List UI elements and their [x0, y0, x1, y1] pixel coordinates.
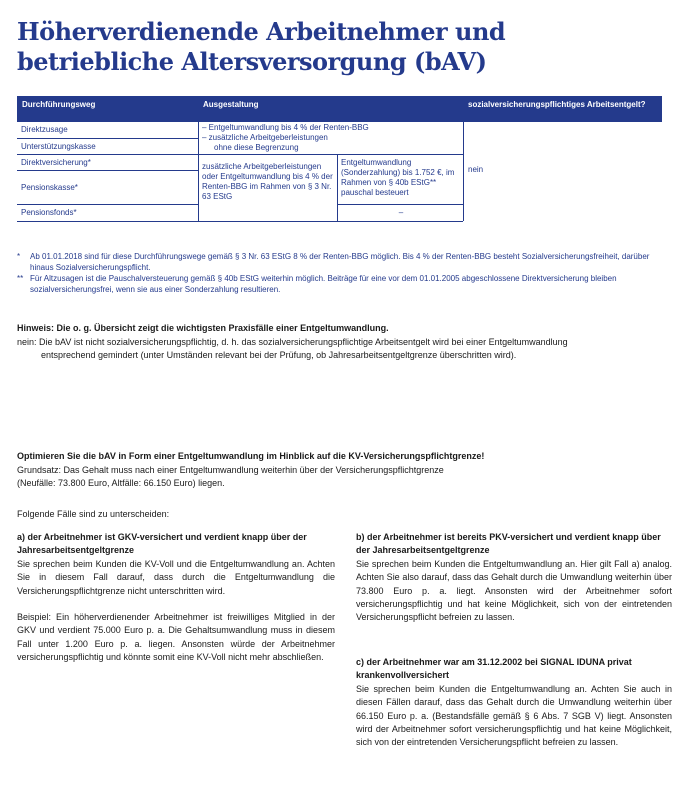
row-divider: [17, 138, 198, 139]
optimize-title: Optimieren Sie die bAV in Form einer Entgeltumwandlung im Hinblick auf die KV-Versicherungspflichtgrenze!: [17, 451, 485, 461]
footnote-mark: **: [17, 274, 24, 283]
group2-right-dash: –: [398, 208, 404, 217]
footnote-mark: *: [17, 252, 21, 261]
column-divider: [463, 122, 464, 221]
case-b: [356, 531, 672, 625]
hinweis-line-1: nein: Die bAV ist nicht sozialversicherungspflichtig, d. h. das sozialversicherungspflichtige Arbeitsentgelt wird bei einer Entgeltumwandlung: [17, 336, 568, 347]
case-c: [356, 656, 672, 750]
group2-right-text: Entgeltumwandlung (Sonderzahlung) bis 1.752 €, im Rahmen von § 40b EStG** pauschal besteuert: [341, 158, 455, 197]
answer-nein: nein: [468, 165, 484, 174]
overview-table: [17, 96, 662, 222]
case-a-example: Beispiel: Ein höherverdienender Arbeitnehmer ist freiwilliges Mitglied in der GKV und verdient 75.000 Euro p. a. Die Gehaltsumwandlung muss in diesem Fall unter 1.200 Euro p. a. liegen. Ansonsten würde der Arbeitnehmer versicherungspflichtig und könnte somit eine KV-Voll nicht mehr abschließen.: [17, 612, 335, 663]
page-title: [17, 17, 677, 77]
table-header-sv-arbeitsentgelt: sozialversicherungspflichtiges Arbeitsentgelt?: [463, 96, 662, 122]
case-a-text: Sie sprechen beim Kunden die KV-Voll und die Entgeltumwandlung an. Achten Sie in diesem Fall darauf, dass durch die Entgeltumwandlung die Versicherungspflichtgrenze nicht unterschritten wird.: [17, 558, 335, 596]
page-title-line-2: betriebliche Altersversorgung (bAV): [17, 47, 487, 76]
optimize-line-1: Grundsatz: Das Gehalt muss nach einer Entgeltumwandlung weiterhin über der Versicherungspflichtgrenze: [17, 464, 444, 475]
row-divider: [17, 170, 198, 171]
row-divider: [17, 204, 198, 205]
footnote-1: [17, 251, 662, 273]
footnote-text: Ab 01.01.2018 sind für diese Durchführungswege gemäß § 3 Nr. 63 EStG 8 % der Renten-BBG möglich. Bis 4 % der Renten-BBG besteht Sozialversicherungsfreiheit, darüber hinaus Sozialversicherungspflicht.: [30, 252, 650, 272]
table-row-unterstuetzungskasse: Unterstützungskasse: [21, 142, 96, 151]
case-b-heading: b) der Arbeitnehmer ist bereits PKV-versichert und verdient knapp über der Jahresarbeitsentgeltgrenze: [356, 532, 661, 556]
case-a: [17, 531, 335, 665]
table-header-ausgestaltung: Ausgestaltung: [198, 96, 463, 122]
case-c-text: Sie sprechen beim Kunden die Entgeltumwandlung an. Achten Sie auch in diesen Fällen darauf, dass das Gehalt durch die Umwandlung weiterhin über 66.150 Euro p. a. (Bestandsfälle gemäß § 6 Abs. 7 SGB V) liegt. Ansonsten wird der Arbeitnehmer sofort versicherungspflichtig und hat keine Möglichkeit, sich von der eintretenden Versicherungspflicht befreien zu lassen.: [356, 683, 672, 748]
case-c-heading: c) der Arbeitnehmer war am 31.12.2002 bei SIGNAL IDUNA privat krankenvollversichert: [356, 657, 632, 681]
table-row-direktzusage: Direktzusage: [21, 125, 68, 134]
footnote-text: Für Altzusagen ist die Pauschalversteuerung gemäß § 40b EStG weiterhin möglich. Beiträge für eine vor dem 01.01.2005 abgeschlossene Direktversicherung bleiben sozialversicherungsfrei, wenn sie aus einer Sonderzahlung resultieren.: [30, 274, 617, 294]
hinweis-title: Hinweis: Die o. g. Übersicht zeigt die wichtigsten Praxisfälle einer Entgeltumwandlung.: [17, 323, 389, 333]
page-title-line-1: Höherverdienende Arbeitnehmer und: [17, 17, 506, 46]
column-divider: [198, 122, 199, 221]
row-divider: [17, 221, 463, 222]
case-b-text: Sie sprechen beim Kunden die Entgeltumwandlung an. Hier gilt Fall a) analog. Achten Sie also darauf, dass das Gehalt durch die Umwandlung weiterhin über 73.800 Euro p. a. liegt. Ansonsten wird der Arbeitnehmer sofort versicherungspflichtig und hat keine Möglichkeit, sich von der eintretenden Versicherungspflicht befreien zu lassen.: [356, 558, 672, 623]
hinweis-section: [17, 322, 677, 363]
optimize-section: [17, 450, 677, 491]
group1-ausgestaltung: [202, 123, 460, 153]
row-divider: [17, 154, 463, 155]
table-row-direktversicherung: Direktversicherung*: [21, 158, 91, 167]
group2-left-text: zusätzliche Arbeitgeberleistungen oder Entgeltumwandlung bis 4 % der Renten-BBG im Rahmen von § 3 Nr. 63 EStG: [202, 162, 333, 201]
optimize-line-2: (Neufälle: 73.800 Euro, Altfälle: 66.150 Euro) liegen.: [17, 478, 225, 488]
table-row-pensionsfonds: Pensionsfonds*: [21, 208, 77, 217]
row-divider: [337, 204, 463, 205]
table-header-durchfuehrungsweg: Durchführungsweg: [17, 96, 198, 122]
footnote-2: [17, 273, 662, 295]
group1-line-1: – Entgeltumwandlung bis 4 % der Renten-BBG: [202, 123, 369, 132]
column-divider: [337, 154, 338, 221]
table-row-pensionskasse: Pensionskasse*: [21, 183, 78, 192]
case-a-heading: a) der Arbeitnehmer ist GKV-versichert und verdient knapp über der Jahresarbeitsentgeltgrenze: [17, 532, 307, 556]
group1-line-2: – zusätzliche Arbeitgeberleistungen: [202, 133, 328, 142]
group1-line-3: ohne diese Begrenzung: [214, 143, 299, 152]
hinweis-line-2: entsprechend gemindert (unter Umständen relevant bei der Prüfung, ob Jahresarbeitsentgeltgrenze überschritten wird).: [41, 350, 517, 360]
cases-intro: Folgende Fälle sind zu unterscheiden:: [17, 509, 170, 519]
